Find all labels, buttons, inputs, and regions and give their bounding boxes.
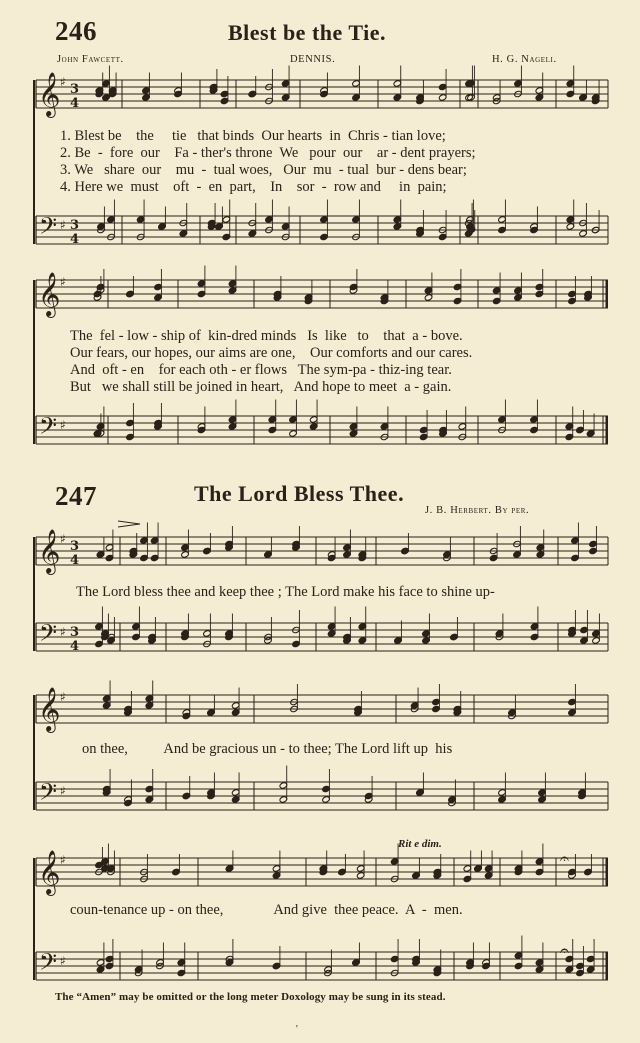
- bass-clef-icon: 𝄢: [39, 412, 58, 445]
- hymn-246-verse-2-part-2: Our fears, our hopes, our aims are one, Our comforts and our cares.: [70, 345, 473, 361]
- final-bar-thick: [606, 280, 609, 308]
- hymn-246-verse-1-part-2: The fel - low - ship of kin-dred minds Is like to that a - bove.: [70, 328, 463, 344]
- hymn-246-verse-1-part-1: 1. Blest be the tie that binds Our hearts in Chris - tian love;: [60, 128, 446, 144]
- fermata-icon: 𝄐: [560, 849, 569, 868]
- hymn-247-lyrics-line-3: coun-tenance up - on thee, And give thee peace. A - men.: [70, 902, 463, 918]
- time-sig-bottom: 4: [70, 553, 80, 568]
- time-sig-bottom: 4: [70, 96, 80, 111]
- time-sig-bottom: 4: [70, 639, 80, 654]
- sharp-icon: ♯: [60, 625, 66, 639]
- bass-clef-icon: 𝄢: [39, 778, 58, 811]
- sharp-icon: ♯: [60, 532, 66, 546]
- footnote: The “Amen” may be omitted or the long meter Doxology may be sung in its stead.: [55, 991, 446, 1003]
- final-bar-thick: [606, 952, 609, 980]
- treble-clef-icon: 𝄞: [38, 529, 61, 573]
- sharp-icon: ♯: [60, 690, 66, 704]
- time-sig-top: 3: [70, 625, 80, 640]
- final-bar-thick: [606, 416, 609, 444]
- fermata-icon: 𝄐: [560, 941, 569, 960]
- hymn-title-247: The Lord Bless Thee.: [194, 481, 405, 506]
- bass-clef-icon: 𝄢: [39, 619, 58, 652]
- treble-clef-icon: 𝄞: [38, 687, 61, 731]
- hymn-246-verse-3-part-1: 3. We share our mu - tual woes, Our mu - tual bur - dens bear;: [60, 162, 467, 178]
- hymn-246-composer: H. G. Nageli.: [492, 54, 557, 65]
- hymn-title-246: Blest be the Tie.: [228, 20, 387, 45]
- sharp-icon: ♯: [60, 853, 66, 867]
- hymn-number-246: 246: [55, 16, 97, 46]
- final-bar-thick: [606, 858, 609, 886]
- hymn-247-lyrics-line-2: on thee, And be gracious un - to thee; The Lord lift up his: [82, 741, 453, 757]
- hymn-246-tune: DENNIS.: [290, 54, 336, 65]
- hymn-246-verse-3-part-2: And oft - en for each oth - er flows The sym-pa - thiz-ing tear.: [70, 362, 452, 378]
- treble-clef-icon: 𝄞: [38, 850, 61, 894]
- sharp-icon: ♯: [60, 218, 66, 232]
- hymn-number-247: 247: [55, 481, 97, 511]
- hymn-246-author: John Fawcett.: [57, 54, 124, 65]
- time-sig-top: 3: [70, 218, 80, 233]
- time-sig-top: 3: [70, 82, 80, 97]
- bass-clef-icon: 𝄢: [39, 212, 58, 245]
- time-sig-bottom: 4: [70, 232, 80, 247]
- hymn-247-lyrics-line-1: The Lord bless thee and keep thee ; The Lord make his face to shine up-: [76, 584, 495, 600]
- sharp-icon: ♯: [60, 418, 66, 432]
- sharp-icon: ♯: [60, 954, 66, 968]
- tempo-marking: Rit e dim.: [398, 838, 442, 850]
- time-sig-top: 3: [70, 539, 80, 554]
- hymn-247-composer: J. B. Herbert. By per.: [425, 505, 530, 516]
- treble-clef-icon: 𝄞: [38, 72, 61, 116]
- treble-clef-icon: 𝄞: [38, 272, 61, 316]
- hymn-246-verse-2-part-1: 2. Be - fore our Fa - ther's throne We pour our ar - dent prayers;: [60, 145, 476, 161]
- page-mark: ': [296, 1024, 298, 1035]
- bass-clef-icon: 𝄢: [39, 948, 58, 981]
- sharp-icon: ♯: [60, 75, 66, 89]
- sharp-icon: ♯: [60, 784, 66, 798]
- accent-mark: [118, 521, 140, 527]
- hymn-246-verse-4-part-2: But we shall still be joined in heart, And hope to meet a - gain.: [70, 379, 452, 395]
- hymn-246-verse-4-part-1: 4. Here we must oft - en part, In sor - row and in pain;: [60, 179, 447, 195]
- sharp-icon: ♯: [60, 275, 66, 289]
